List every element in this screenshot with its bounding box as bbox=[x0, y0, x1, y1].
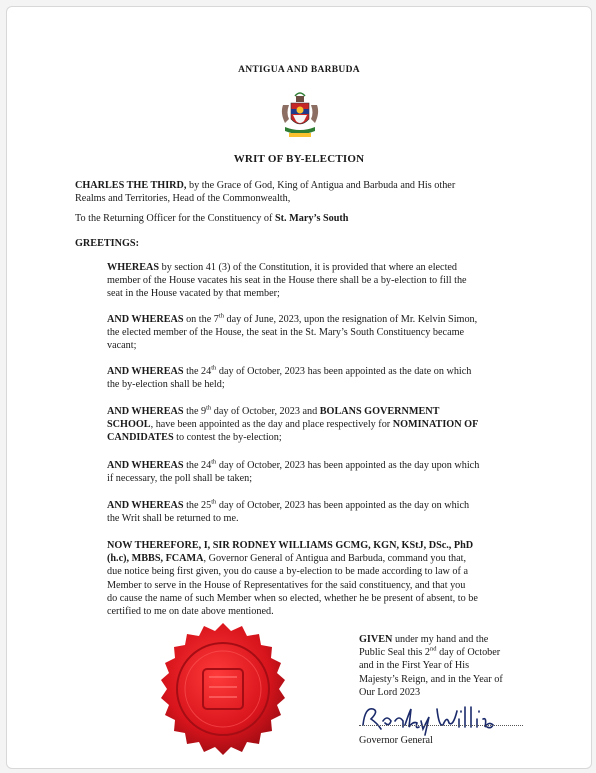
whereas-paragraph bbox=[107, 261, 467, 301]
paragraph-text: day of June, 2023, upon the resignation of Mr. Kelvin Simon, bbox=[223, 314, 478, 325]
constituency-name: St. Mary’s South bbox=[274, 213, 349, 224]
preamble-text: Realms and Territories, Head of the Commonwealth, bbox=[75, 193, 291, 205]
superscript: th bbox=[211, 498, 217, 506]
signature-line bbox=[359, 725, 523, 726]
document-title: WRIT OF BY-ELECTION bbox=[233, 153, 365, 165]
governor-title: (h.c), MBBS, FCAMA bbox=[107, 553, 204, 565]
superscript: th bbox=[211, 364, 217, 372]
paragraph-text: day of October, 2023 has been appointed as the date on which bbox=[216, 366, 472, 377]
paragraph-text: the 24 bbox=[183, 366, 212, 377]
whereas-paragraph bbox=[107, 365, 471, 391]
paragraph-text: , Governor General of Antigua and Barbuda, command you that, bbox=[203, 553, 467, 565]
whereas-lead: AND WHEREAS bbox=[107, 460, 184, 471]
superscript: nd bbox=[430, 645, 437, 653]
paragraph-text: day of October, 2023 has been appointed as the day upon which bbox=[216, 460, 480, 471]
superscript: th bbox=[211, 458, 217, 466]
country-heading: ANTIGUA AND BARBUDA bbox=[238, 65, 360, 75]
paragraph-text: do cause the name of such Member when so elected, whether he be present of absent, to be bbox=[107, 592, 478, 604]
preamble bbox=[75, 179, 455, 205]
paragraph-text: by section 41 (3) of the Constitution, it is provided that where an elected bbox=[159, 262, 458, 273]
paragraph-text: the by-election shall be held; bbox=[107, 379, 225, 391]
paragraph-text: the 9 bbox=[183, 406, 207, 417]
paragraph-text: the Writ shall be returned to me. bbox=[107, 513, 239, 525]
paragraph-text: day of October, 2023 has been appointed as the day on which bbox=[216, 500, 470, 511]
whereas-lead: AND WHEREAS bbox=[107, 406, 184, 417]
paragraph-text: due notice being first given, you do cause a by-election to be made according to law of a bbox=[107, 566, 468, 578]
given-block bbox=[359, 633, 503, 699]
command-paragraph bbox=[107, 539, 478, 618]
superscript: th bbox=[206, 404, 212, 412]
whereas-lead: AND WHEREAS bbox=[107, 500, 184, 511]
given-text: and in the First Year of His bbox=[359, 660, 470, 672]
venue-name: BOLANS GOVERNMENT bbox=[319, 406, 440, 417]
paragraph-text: day of October, 2023 and bbox=[211, 406, 320, 417]
monarch-name: CHARLES THE THIRD, bbox=[75, 180, 187, 191]
given-text: Majesty’s Reign, and in the Year of bbox=[359, 673, 503, 685]
given-text: Public Seal this 2 bbox=[359, 647, 431, 659]
whereas-paragraph bbox=[107, 459, 479, 485]
paragraph-text: , have been appointed as the day and place respectively for bbox=[150, 419, 393, 431]
given-text: under my hand and the bbox=[392, 634, 489, 645]
paragraph-text: member of the House vacates his seat in the House there shall be a by-election to fill the bbox=[107, 275, 467, 287]
document-page bbox=[6, 6, 592, 769]
given-lead: GIVEN bbox=[359, 634, 393, 645]
whereas-paragraph bbox=[107, 405, 478, 445]
given-text: Our Lord 2023 bbox=[359, 686, 421, 698]
whereas-lead: AND WHEREAS bbox=[107, 314, 184, 325]
preamble-text: by the Grace of God, King of Antigua and Barbuda and His other bbox=[186, 180, 456, 191]
nomination-label: NOMINATION OF bbox=[392, 419, 479, 431]
red-seal-icon bbox=[153, 621, 293, 761]
whereas-lead: AND WHEREAS bbox=[107, 366, 184, 377]
paragraph-text: the elected member of the House, the seat in the St. Mary’s South Constituency became bbox=[107, 327, 465, 339]
governor-title: NOW THEREFORE, I, SIR RODNEY WILLIAMS GCMG, KGN, KStJ, DSc., PhD bbox=[107, 540, 474, 551]
venue-name: SCHOOL bbox=[107, 419, 151, 431]
paragraph-text: the 24 bbox=[183, 460, 212, 471]
paragraph-text: on the 7 bbox=[183, 314, 219, 325]
paragraph-text: Member to serve in the House of Representatives for the said constituency, and that you bbox=[107, 579, 466, 591]
handwritten-signature bbox=[359, 697, 499, 737]
nomination-label: CANDIDATES bbox=[107, 432, 174, 444]
paragraph-text: the 25 bbox=[183, 500, 212, 511]
paragraph-text: seat in the House vacated by that member; bbox=[107, 288, 280, 300]
paragraph-text: vacant; bbox=[107, 340, 137, 352]
greetings: GREETINGS: bbox=[75, 238, 139, 249]
addressee bbox=[75, 212, 348, 225]
given-text: day of October bbox=[436, 647, 501, 659]
paragraph-text: certified to me on date above mentioned. bbox=[107, 606, 274, 618]
signatory-role: Governor General bbox=[359, 735, 433, 746]
superscript: th bbox=[218, 312, 224, 320]
paragraph-text: to contest the by-election; bbox=[173, 432, 282, 444]
whereas-lead: WHEREAS bbox=[107, 262, 160, 273]
whereas-paragraph bbox=[107, 313, 477, 353]
whereas-paragraph bbox=[107, 499, 469, 525]
coat-of-arms-icon bbox=[277, 89, 323, 141]
addressee-text: To the Returning Officer for the Constituency of bbox=[75, 213, 275, 224]
paragraph-text: if necessary, the poll shall be taken; bbox=[107, 473, 253, 485]
